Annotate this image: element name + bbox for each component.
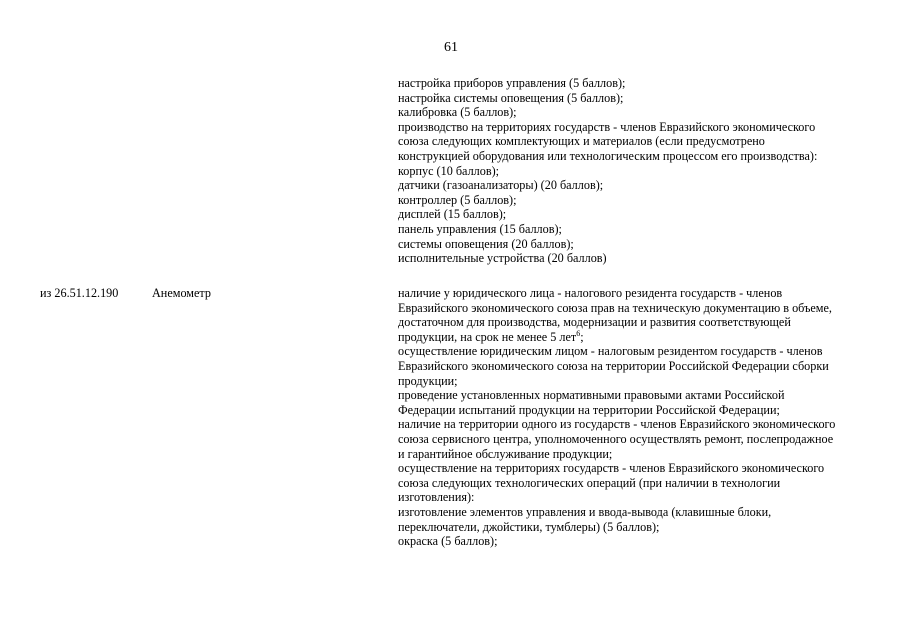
- requirement-text: продукции, на срок не менее 5 лет: [398, 329, 577, 344]
- requirement-line: Евразийского экономического союза прав на техническую документацию в объеме,: [398, 300, 832, 315]
- requirement-line: окраска (5 баллов);: [398, 534, 498, 549]
- requirement-line: союза следующих комплектующих и материалов (если предусмотрено: [398, 134, 765, 149]
- requirement-line: дисплей (15 баллов);: [398, 207, 507, 222]
- requirement-line: Евразийского экономического союза на территории Российской Федерации сборки: [398, 358, 829, 373]
- product-name: Анемометр: [152, 286, 211, 300]
- requirement-line: и гарантийное обслуживание продукции;: [398, 446, 613, 461]
- requirement-line: датчики (газоанализаторы) (20 баллов);: [398, 178, 604, 193]
- requirement-line: производство на территориях государств - членов Евразийского экономического: [398, 119, 816, 134]
- requirement-line: панель управления (15 баллов);: [398, 221, 562, 236]
- footnote-mark[interactable]: 6: [576, 328, 581, 338]
- continued-requirements: [398, 76, 878, 266]
- requirement-line: наличие на территории одного из государств - членов Евразийского экономического: [398, 417, 836, 432]
- product-code: из 26.51.12.190: [40, 286, 119, 300]
- requirement-line: переключатели, джойстики, тумблеры) (5 баллов);: [398, 519, 660, 534]
- requirement-line-with-footnote: [398, 330, 878, 345]
- requirement-line: осуществление юридическим лицом - налоговым резидентом государств - членов: [398, 344, 823, 359]
- requirement-line: контроллер (5 баллов);: [398, 192, 517, 207]
- requirement-line: изготовление элементов управления и ввода-вывода (клавишные блоки,: [398, 504, 772, 519]
- requirement-line: союза следующих технологических операций (при наличии в технологии: [398, 475, 781, 490]
- requirement-line: изготовления):: [398, 490, 475, 505]
- requirement-line: Федерации испытаний продукции на территории Российской Федерации;: [398, 402, 780, 417]
- requirement-line: наличие у юридического лица - налогового резидента государств - членов: [398, 286, 783, 300]
- requirement-line: системы оповещения (20 баллов);: [398, 236, 574, 251]
- requirement-line: союза сервисного центра, уполномоченного осуществлять ремонт, послепродажное: [398, 431, 834, 446]
- requirement-line: продукции;: [398, 373, 458, 388]
- requirement-line: осуществление на территориях государств - членов Евразийского экономического: [398, 461, 825, 476]
- requirement-line: конструкцией оборудования или технологическим процессом его производства):: [398, 148, 818, 163]
- requirement-line: исполнительные устройства (20 баллов): [398, 251, 607, 266]
- requirement-line: калибровка (5 баллов);: [398, 105, 517, 120]
- page-number: 61: [444, 40, 458, 55]
- requirement-line: настройка приборов управления (5 баллов);: [398, 76, 626, 90]
- requirement-line: достаточном для производства, модернизации и развития соответствующей: [398, 315, 791, 330]
- requirement-line: проведение установленных нормативными правовыми актами Российской: [398, 388, 785, 403]
- product-requirements: [398, 286, 878, 549]
- requirement-line: настройка системы оповещения (5 баллов);: [398, 90, 624, 105]
- punctuation: ;: [580, 329, 584, 344]
- requirement-line: корпус (10 баллов);: [398, 163, 500, 178]
